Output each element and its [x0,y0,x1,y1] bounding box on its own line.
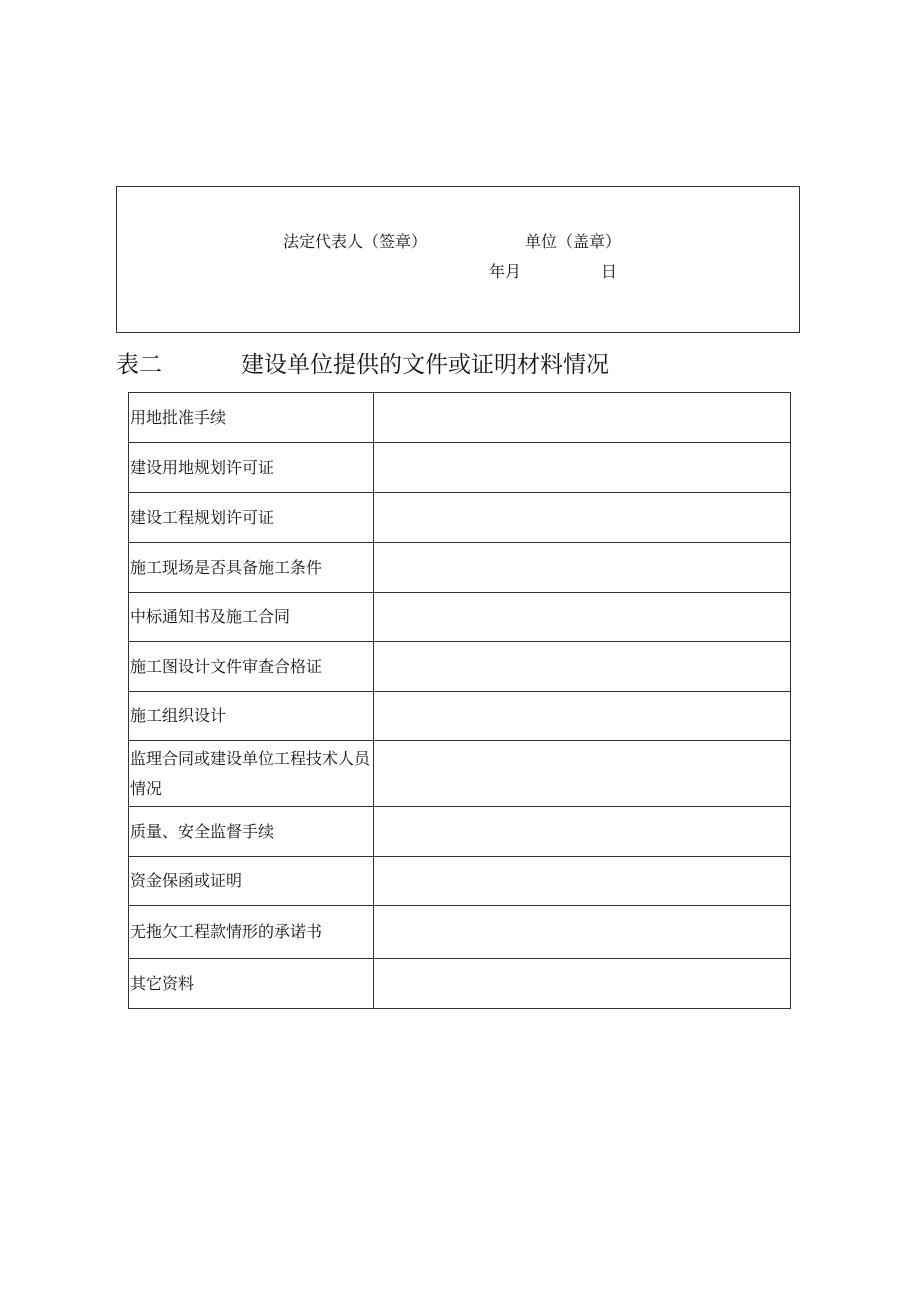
row-label: 其它资料 [129,959,374,1009]
table-row [129,692,791,741]
table-row [129,857,791,906]
row-label: 中标通知书及施工合同 [129,593,374,642]
row-label: 质量、安全监督手续 [129,807,374,857]
row-label: 用地批准手续 [129,393,374,443]
unit-seal-label: 单位（盖章） [525,232,622,251]
row-label: 施工现场是否具备施工条件 [129,543,374,593]
row-value-cell[interactable] [374,443,791,493]
row-value-cell[interactable] [374,807,791,857]
row-label: 建设用地规划许可证 [129,443,374,493]
table-row [129,493,791,543]
day-label: 日 [601,262,618,281]
row-value-cell[interactable] [374,741,791,807]
row-label: 施工图设计文件审查合格证 [129,642,374,692]
table-row [129,741,791,807]
documents-table [128,392,791,1009]
row-value-cell[interactable] [374,642,791,692]
row-label: 资金保函或证明 [129,857,374,906]
table-row [129,906,791,959]
row-value-cell[interactable] [374,493,791,543]
year-month-label: 年月 [489,262,522,281]
row-label: 无拖欠工程款情形的承诺书 [129,906,374,959]
row-label: 施工组织设计 [129,692,374,741]
table-row [129,959,791,1009]
row-label: 建设工程规划许可证 [129,493,374,543]
row-label: 监理合同或建设单位工程技术人员情况 [129,741,374,807]
row-value-cell[interactable] [374,593,791,642]
row-value-cell[interactable] [374,543,791,593]
table-title: 建设单位提供的文件或证明材料情况 [241,352,609,378]
table-row [129,443,791,493]
row-value-cell[interactable] [374,857,791,906]
signature-box [116,186,800,333]
row-value-cell[interactable] [374,692,791,741]
table-row [129,642,791,692]
table-number: 表二 [116,352,162,378]
row-value-cell[interactable] [374,959,791,1009]
table-row [129,543,791,593]
row-value-cell[interactable] [374,906,791,959]
row-value-cell[interactable] [374,393,791,443]
table-row [129,393,791,443]
legal-rep-label: 法定代表人（签章） [283,232,428,251]
table-row [129,807,791,857]
table-row [129,593,791,642]
